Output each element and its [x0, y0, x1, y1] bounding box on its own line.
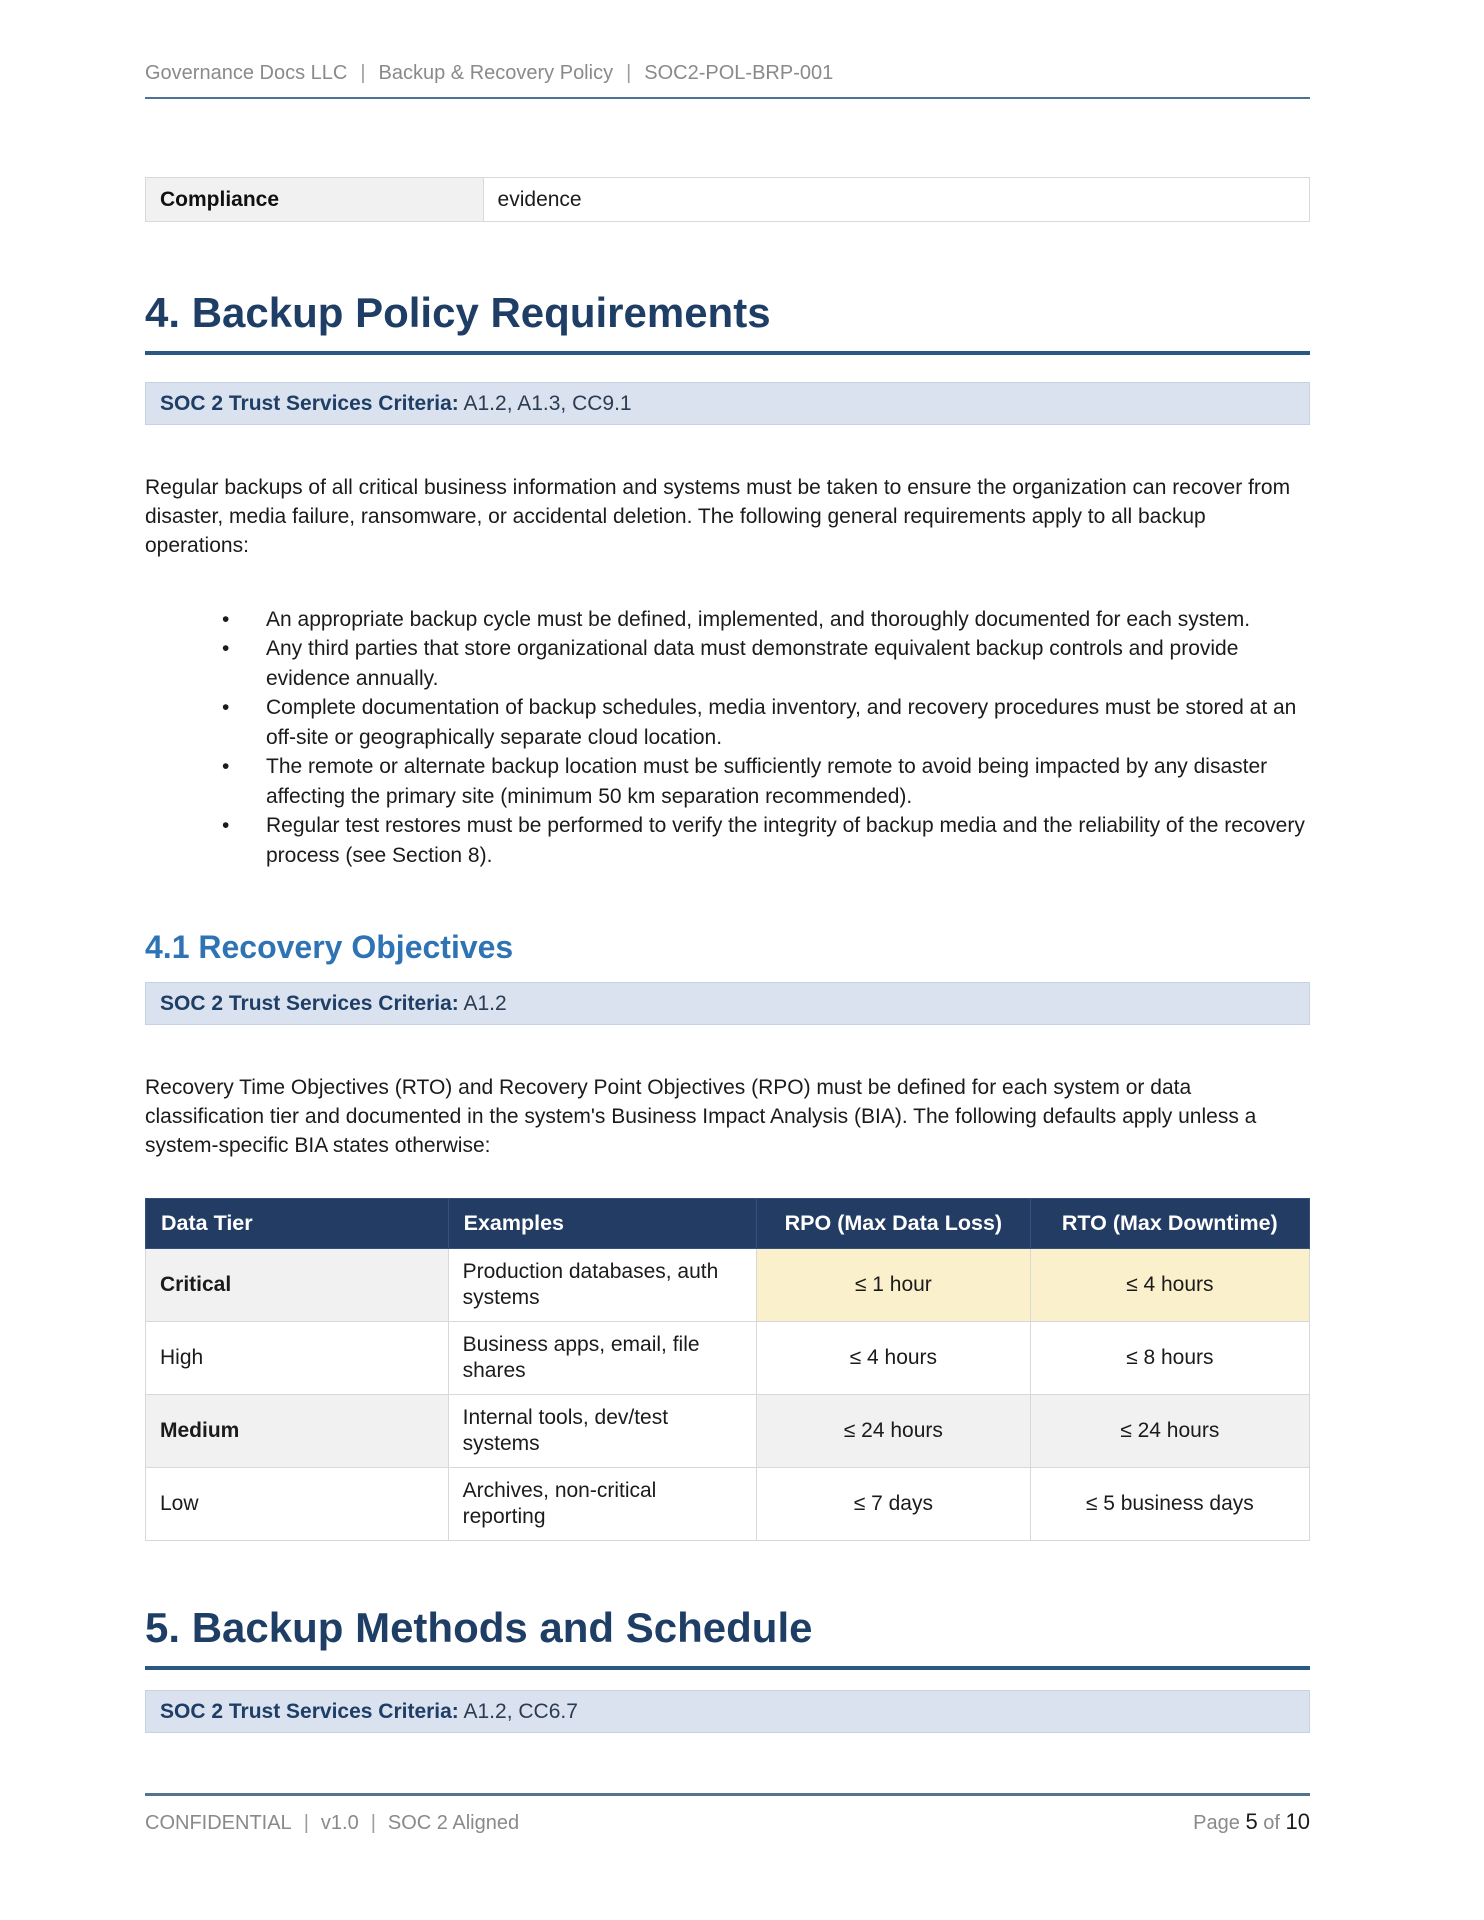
rto-cell: ≤ 24 hours — [1030, 1395, 1309, 1468]
criteria-value: A1.2, A1.3, CC9.1 — [463, 391, 632, 415]
tier-cell: Medium — [146, 1395, 449, 1468]
page-footer — [145, 1793, 1310, 1835]
requirement-item: • Complete documentation of backup schedules, media inventory, and recovery procedures must be stored at an off-site or geographically separate cloud location. — [266, 693, 1310, 752]
header-separator: | — [360, 62, 366, 84]
footer-separator: | — [370, 1812, 376, 1834]
footer-left — [145, 1812, 519, 1835]
criteria-label: SOC 2 Trust Services Criteria: — [160, 992, 459, 1016]
table-header-row — [146, 1199, 1310, 1249]
section-4-intro: Regular backups of all critical business information and systems must be taken to ensure the organization can recover from disaster, media failure, ransomware, or accidental deletion. The following general requirements apply to all backup operations: — [145, 475, 1291, 557]
footer-page-number: 5 — [1245, 1809, 1258, 1834]
criteria-value: A1.2, CC6.7 — [463, 1699, 578, 1723]
tier-cell: High — [146, 1322, 449, 1395]
column-header-data-tier: Data Tier — [146, 1199, 449, 1249]
requirements-list — [145, 605, 1310, 871]
page-header — [145, 62, 1310, 99]
soc2-criteria-callout-section5 — [145, 1690, 1310, 1733]
table-row-medium — [146, 1395, 1310, 1468]
footer-page-word: Page — [1193, 1812, 1240, 1834]
rpo-cell: ≤ 1 hour — [757, 1249, 1031, 1322]
footer-page-total: 10 — [1285, 1809, 1310, 1834]
header-company: Governance Docs LLC — [145, 62, 348, 84]
column-header-examples: Examples — [448, 1199, 756, 1249]
section-4-1-heading: 4.1 Recovery Objectives — [145, 929, 514, 966]
rpo-cell: ≤ 7 days — [757, 1468, 1031, 1541]
section-4-1-intro: Recovery Time Objectives (RTO) and Recovery Point Objectives (RPO) must be defined for each system or data classification tier and documented in the system's Business Impact Analysis (BIA). The following defaults apply unless a system-specific BIA states otherwise: — [145, 1076, 1257, 1158]
footer-version: v1.0 — [320, 1812, 359, 1834]
rto-cell: ≤ 4 hours — [1030, 1249, 1309, 1322]
footer-separator: | — [303, 1812, 309, 1834]
rto-cell: ≤ 8 hours — [1030, 1322, 1309, 1395]
requirement-item: • Any third parties that store organizational data must demonstrate equivalent backup controls and provide evidence annually. — [266, 634, 1310, 693]
section-5-heading: 5. Backup Methods and Schedule — [145, 1603, 1310, 1670]
header-separator: | — [626, 62, 632, 84]
soc2-criteria-callout-section4-1 — [145, 982, 1310, 1025]
requirement-item: • Regular test restores must be performed to verify the integrity of backup media and the reliability of the recovery process (see Section 8). — [266, 811, 1310, 870]
rpo-cell: ≤ 24 hours — [757, 1395, 1031, 1468]
requirement-item: • The remote or alternate backup location must be sufficiently remote to avoid being impacted by any disaster affecting the primary site (minimum 50 km separation recommended). — [266, 752, 1310, 811]
tier-cell: Critical — [146, 1249, 449, 1322]
compliance-label-cell: Compliance — [146, 178, 484, 222]
tier-cell: Low — [146, 1468, 449, 1541]
table-row-critical — [146, 1249, 1310, 1322]
rpo-cell: ≤ 4 hours — [757, 1322, 1031, 1395]
requirement-item: • An appropriate backup cycle must be defined, implemented, and thoroughly documented for each system. — [266, 605, 1310, 635]
compliance-table-fragment — [145, 177, 1310, 222]
table-row-high — [146, 1322, 1310, 1395]
compliance-value-cell: evidence — [483, 178, 1309, 222]
examples-cell: Archives, non-critical reporting — [448, 1468, 756, 1541]
footer-alignment: SOC 2 Aligned — [387, 1812, 520, 1834]
table-row-low — [146, 1468, 1310, 1541]
examples-cell: Production databases, auth systems — [448, 1249, 756, 1322]
examples-cell: Business apps, email, file shares — [448, 1322, 756, 1395]
recovery-objectives-table — [145, 1198, 1310, 1541]
criteria-value: A1.2 — [463, 992, 507, 1016]
header-doc-id: SOC2-POL-BRP-001 — [644, 62, 834, 84]
footer-of-word: of — [1263, 1812, 1280, 1834]
column-header-rpo: RPO (Max Data Loss) — [757, 1199, 1031, 1249]
column-header-rto: RTO (Max Downtime) — [1030, 1199, 1309, 1249]
section-4-heading: 4. Backup Policy Requirements — [145, 288, 1310, 355]
footer-page-indicator — [1193, 1809, 1310, 1835]
footer-classification: CONFIDENTIAL — [145, 1812, 292, 1834]
table-row — [146, 178, 1310, 222]
rto-cell: ≤ 5 business days — [1030, 1468, 1309, 1541]
criteria-label: SOC 2 Trust Services Criteria: — [160, 1699, 459, 1723]
header-doc-title: Backup & Recovery Policy — [378, 62, 614, 84]
soc2-criteria-callout-section4 — [145, 382, 1310, 425]
criteria-label: SOC 2 Trust Services Criteria: — [160, 391, 459, 415]
examples-cell: Internal tools, dev/test systems — [448, 1395, 756, 1468]
